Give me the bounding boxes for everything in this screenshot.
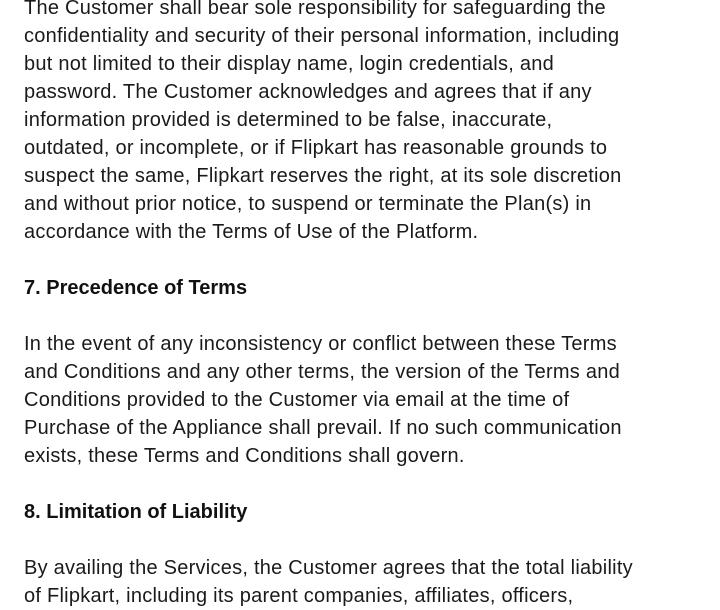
- paragraph-line: confidentiality and security of their personal information, including: [24, 25, 620, 47]
- terms-document: [24, 0, 714, 610]
- paragraph-line: exists, these Terms and Conditions shall govern.: [24, 445, 465, 467]
- paragraph-line: accordance with the Terms of Use of the Platform.: [24, 221, 479, 243]
- paragraph-line: In the event of any inconsistency or conflict between these Terms: [24, 333, 617, 355]
- section-spacer: [24, 246, 714, 274]
- section-heading-precedence: 7. Precedence of Terms: [24, 277, 248, 299]
- paragraph-line: and Conditions and any other terms, the version of the Terms and: [24, 361, 620, 383]
- paragraph-line: password. The Customer acknowledges and agrees that if any: [24, 81, 592, 103]
- paragraph-line: The Customer shall bear sole responsibility for safeguarding the: [24, 0, 606, 19]
- section-spacer: [24, 302, 714, 330]
- paragraph-line: and without prior notice, to suspend or terminate the Plan(s) in: [24, 193, 592, 215]
- section-spacer: [24, 470, 714, 498]
- paragraph-line: information provided is determined to be false, inaccurate,: [24, 109, 553, 131]
- paragraph-line: Conditions provided to the Customer via email at the time of: [24, 389, 570, 411]
- paragraph-line: By availing the Services, the Customer agrees that the total liability: [24, 557, 633, 579]
- precedence-paragraph: [24, 330, 714, 470]
- responsibility-paragraph: [24, 0, 714, 246]
- paragraph-line: Purchase of the Appliance shall prevail. If no such communication: [24, 417, 622, 439]
- paragraph-line: but not limited to their display name, login credentials, and: [24, 53, 554, 75]
- section-spacer: [24, 526, 714, 554]
- liability-paragraph: [24, 554, 714, 610]
- paragraph-line: outdated, or incomplete, or if Flipkart has reasonable grounds to: [24, 137, 608, 159]
- paragraph-line: of Flipkart, including its parent companies, affiliates, officers,: [24, 585, 574, 607]
- paragraph-line: suspect the same, Flipkart reserves the right, at its sole discretion: [24, 165, 622, 187]
- section-heading-liability: 8. Limitation of Liability: [24, 501, 248, 523]
